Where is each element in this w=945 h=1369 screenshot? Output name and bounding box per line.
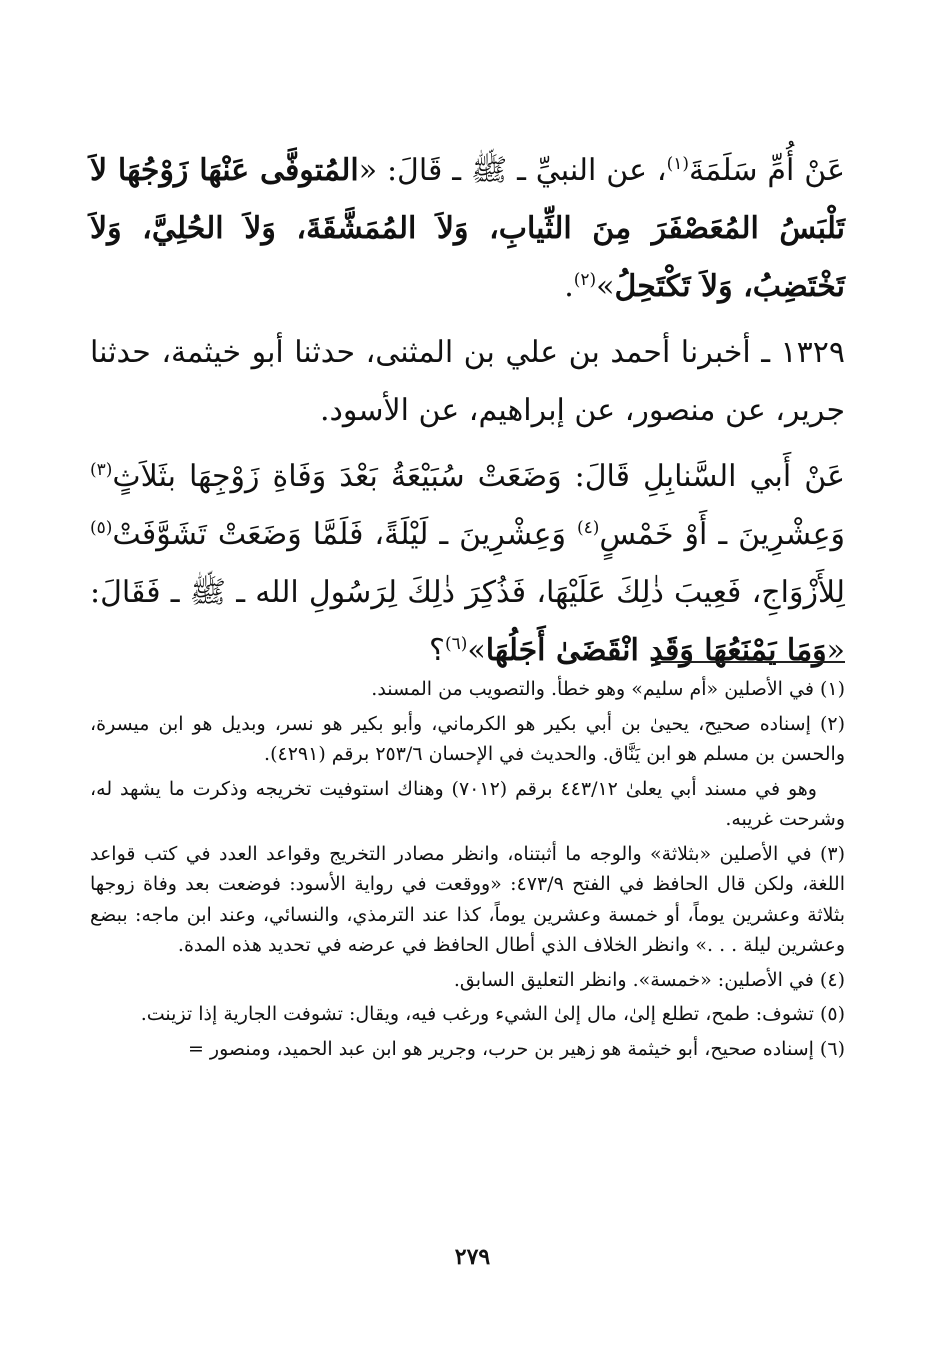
footnote-5: (٥) تشوف: طمح، تطلع إلىٰ، مال إلىٰ الشيء ورغب فيه، ويقال: تشوفت الجارية إذا تزينت.	[140, 1003, 845, 1025]
page-number: ٢٧٩	[454, 1244, 491, 1270]
footnote-marker-3: (٣)	[90, 460, 113, 480]
footnote-marker-4: (٤)	[576, 518, 600, 538]
footnote-2: (٢) إسناده صحيح، يحيىٰ بن أبي بكير هو الكرماني، وأبو بكير هو نسر، وبديل هو ابن ميسرة، والحسن بن مسلم هو ابن يَنَّاق. والحديث في الإحسان ٢٥٣/٦ برقم (٤٢٩١).	[90, 712, 845, 765]
footnote-marker-5: (٥)	[90, 518, 113, 538]
footnote-3: (٣) في الأصلين «بثلاثة» والوجه ما أثبتناه، وانظر مصادر التخريج وقواعد العدد في كتب قواعد اللغة، ولكن قال الحافظ في الفتح ٤٧٣/٩: «ووقعت في رواية الأسود: فوضعت بعد وفاة زوجها بثلاثة وعشرين يوماً، أو خمسة وعشرين يوماً، كذا عند الترمذي، والنسائي، وعند ابن ماجه: ببضع وعشرين ليلة . . .» وانظر الخلاف الذي أطال الحافظ في عرضه في تحديد هذه المدة.	[90, 842, 846, 956]
footnote-2-continued: وهو في مسند أبي يعلىٰ ٤٤٣/١٢ برقم (٧٠١٢) وهناك استوفيت تخريجه وذكرت ما يشهد له، وشرحت غريبه.	[90, 777, 845, 830]
footnote-marker-1: (١)	[666, 154, 690, 174]
footnote-marker-6: (٦)	[444, 634, 468, 654]
footnote-1: (١) في الأصلين «أم سليم» وهو خطأ. والتصويب من المسند.	[371, 678, 845, 700]
hadith-text: وَمَا يَمْنَعُهَا وَقَدِ انْقَضَىٰ أَجَلُهَا	[485, 633, 827, 668]
footnote-6: (٦) إسناده صحيح، أبو خيثمة هو زهير بن حرب، وجرير هو ابن عبد الحميد، ومنصور =	[187, 1037, 845, 1060]
footnote-separator	[655, 661, 845, 663]
isnad-paragraph-1329: ١٣٢٩ ـ أخبرنا أحمد بن علي بن المثنى، حدثنا أبو خيثمة، حدثنا جرير، عن منصور، عن إبراهيم، عن الأسود.	[90, 335, 845, 428]
footnote-marker-2: (٢)	[573, 270, 597, 290]
footnote-4: (٤) في الأصلين: «خمسة». وانظر التعليق السابق.	[453, 968, 845, 991]
hadith-text: المُتوفَّى عَنْهَا زَوْجُهَا لاَ تَلْبَسُ المُعَصْفَرَ مِنَ الثِّيابِ، وَلاَ المُمَشَّقَةَ، وَلاَ الحُلِيَّ، وَلاَ تَخْتَضِبُ، وَلاَ تَكْتَحِلُ	[90, 153, 845, 304]
hadith-paragraph-umm-salamah: عَنْ أُمِّ سَلَمَةَ$^{(١)}$، عن النبيِّ ـ ﷺ ـ قَالَ: «المُتوفَّى عَنْهَا زَوْجُهَا لاَ تَلْبَسُ المُعَصْفَرَ مِنَ الثِّيابِ، وَلاَ المُمَشَّقَةَ، وَلاَ الحُلِيَّ، وَلاَ تَخْتَضِبُ، وَلاَ تَكْتَحِلُ»$^{(٢)}$.	[90, 153, 845, 304]
hadith-paragraph-abu-sanabil: عَنْ أَبي السَّنابِلِ قَالَ: وَضَعَتْ سُبَيْعَةُ بَعْدَ وَفَاةِ زَوْجِهَا بثَلاَثٍ$^{(٣)}$ وَعِشْرِينَ ـ أَوْ خَمْسٍ$^{(٤)}$ وَعِشْرِينَ ـ لَيْلَةً، فَلَمَّا وَضَعَتْ تَشَوَّفَتْ$^{(٥)}$ لِلأَزْوَاجِ، فَعِيبَ ذٰلِكَ عَلَيْهَا، فَذُكِرَ ذٰلِكَ لِرَسُولِ الله ـ ﷺ ـ فَقَالَ: «وَمَا يَمْنَعُهَا وَقَدِ انْقَضَىٰ أَجَلُهَا»$^{(٦)}$؟	[90, 459, 845, 668]
main-text	[90, 142, 845, 688]
footnotes	[90, 674, 845, 1068]
